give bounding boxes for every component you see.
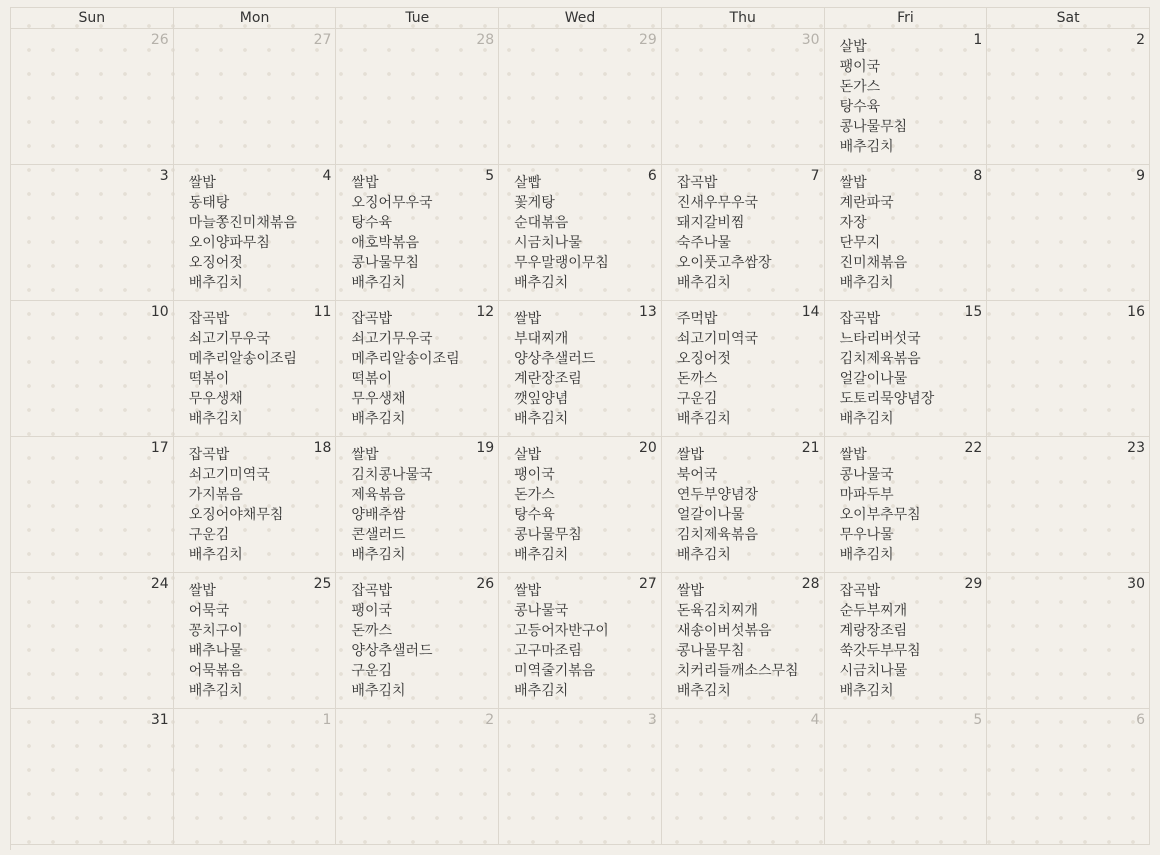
menu-item: 김치제육볶음	[839, 351, 921, 367]
day-number: 5	[485, 168, 495, 184]
menu-item: 단무지	[839, 235, 881, 251]
calendar-day[interactable]	[336, 301, 499, 437]
day-number: 3	[647, 712, 657, 728]
menu-item: 돈까스	[351, 623, 392, 639]
menu-item: 배추김치	[839, 547, 894, 563]
day-number: 6	[1136, 712, 1145, 728]
day-number: 16	[1127, 304, 1145, 320]
weekday-mon: Mon	[174, 8, 337, 29]
day-number: 6	[647, 168, 657, 184]
menu-item: 쌀밥	[839, 447, 867, 463]
menu-item: 잡곡밥	[351, 583, 392, 599]
menu-item: 배추김치	[351, 683, 406, 699]
calendar-day[interactable]	[174, 301, 337, 437]
menu-item: 팽이국	[839, 59, 881, 75]
menu-item: 배추김치	[839, 139, 894, 155]
weekday-wed: Wed	[499, 8, 662, 29]
day-number: 29	[639, 32, 657, 48]
menu-item: 쇠고기미역국	[676, 331, 758, 347]
day-number: 27	[639, 576, 657, 592]
menu-item: 제육볶음	[351, 487, 406, 503]
menu-list	[677, 581, 799, 701]
calendar-day[interactable]	[11, 437, 174, 573]
menu-item: 양배추쌈	[351, 507, 406, 523]
day-number: 30	[1127, 576, 1145, 592]
menu-list	[189, 173, 297, 293]
day-number: 29	[964, 576, 983, 592]
menu-item: 배추김치	[514, 683, 569, 699]
menu-item: 오징어무우국	[351, 195, 433, 211]
day-number: 21	[801, 440, 820, 456]
menu-item: 쌀밥	[351, 175, 379, 191]
menu-item: 배추김치	[676, 683, 731, 699]
menu-list	[677, 173, 772, 293]
menu-item: 동태탕	[188, 195, 230, 211]
menu-item: 김치제육볶음	[676, 527, 758, 543]
menu-list	[189, 309, 297, 429]
menu-item: 느타리버섯국	[839, 331, 921, 347]
menu-item: 배추김치	[839, 683, 894, 699]
day-number: 2	[1136, 32, 1145, 48]
calendar-day-other-month[interactable]	[174, 709, 337, 845]
menu-item: 쌀밥	[351, 447, 379, 463]
calendar-day-other-month[interactable]	[987, 709, 1150, 845]
menu-item: 떡볶이	[351, 371, 392, 387]
menu-list	[514, 173, 609, 293]
menu-item: 쑥갓두부무침	[839, 643, 921, 659]
calendar-day[interactable]	[825, 301, 988, 437]
menu-item: 오징어젓	[188, 255, 243, 271]
menu-item: 배추김치	[839, 411, 894, 427]
day-number: 20	[639, 440, 657, 456]
menu-item: 꽁치구이	[188, 623, 243, 639]
menu-item: 잡곡밥	[188, 311, 230, 327]
menu-item: 계란장조림	[514, 371, 582, 387]
calendar-day-other-month[interactable]	[662, 29, 825, 165]
menu-item: 배추김치	[188, 411, 243, 427]
menu-item: 잡곡밥	[676, 175, 718, 191]
menu-item: 양상추샐러드	[514, 351, 596, 367]
menu-item: 자장	[839, 215, 867, 231]
menu-item: 돈가스	[514, 487, 555, 503]
menu-item: 탕수육	[351, 215, 392, 231]
menu-item: 부대찌개	[514, 331, 569, 347]
calendar-day[interactable]	[336, 165, 499, 301]
weekday-tue: Tue	[336, 8, 499, 29]
weekday-header	[11, 8, 1150, 29]
menu-item: 진미채볶음	[839, 255, 908, 271]
menu-item: 깻잎양념	[514, 391, 569, 407]
day-number: 15	[964, 304, 983, 320]
menu-item: 콩나물국	[839, 467, 894, 483]
menu-item: 떡볶이	[188, 371, 230, 387]
menu-list	[840, 37, 908, 157]
menu-item: 순두부찌개	[839, 603, 908, 619]
menu-list	[514, 445, 582, 565]
menu-item: 김치콩나물국	[351, 467, 433, 483]
menu-item: 배추김치	[351, 411, 406, 427]
menu-item: 콩나물무침	[351, 255, 420, 271]
day-number: 19	[476, 440, 495, 456]
menu-item: 고등어자반구이	[514, 623, 609, 639]
calendar-day[interactable]	[174, 573, 337, 709]
menu-item: 애호박볶음	[351, 235, 420, 251]
day-number: 25	[313, 576, 332, 592]
calendar-week	[11, 573, 1150, 709]
menu-list	[351, 445, 432, 565]
menu-item: 콩나물무침	[676, 643, 745, 659]
menu-item: 배추김치	[188, 683, 243, 699]
menu-item: 도토리묵양념장	[839, 391, 935, 407]
calendar-week	[11, 29, 1150, 165]
menu-item: 살밥	[514, 447, 542, 463]
menu-item: 시금치나물	[514, 235, 582, 251]
calendar-day[interactable]	[499, 437, 662, 573]
menu-item: 돼지갈비찜	[676, 215, 745, 231]
menu-item: 메추리알송이조림	[351, 351, 460, 367]
day-number: 9	[1136, 168, 1145, 184]
menu-list	[351, 581, 432, 701]
menu-item: 계란파국	[839, 195, 894, 211]
menu-list	[351, 309, 459, 429]
menu-item: 쇠고기무우국	[188, 331, 270, 347]
menu-list	[840, 581, 921, 701]
menu-item: 살밥	[839, 39, 867, 55]
menu-item: 오이부추무침	[839, 507, 921, 523]
menu-item: 쌀밥	[188, 583, 216, 599]
day-number: 13	[639, 304, 657, 320]
calendar-day[interactable]	[825, 573, 988, 709]
calendar-day-other-month[interactable]	[662, 709, 825, 845]
weekday-fri: Fri	[825, 8, 988, 29]
menu-item: 배추나물	[188, 643, 243, 659]
menu-item: 진새우무우국	[676, 195, 758, 211]
calendar-day[interactable]	[662, 573, 825, 709]
menu-item: 치커리들깨소스무침	[676, 663, 799, 679]
menu-item: 배추김치	[676, 411, 731, 427]
menu-item: 살빱	[514, 175, 542, 191]
menu-item: 숙주나물	[676, 235, 731, 251]
calendar-day[interactable]	[987, 165, 1150, 301]
day-number: 7	[810, 168, 820, 184]
menu-list	[677, 445, 758, 565]
calendar-day-other-month[interactable]	[174, 29, 337, 165]
menu-item: 마늘쫑진미채볶음	[188, 215, 297, 231]
menu-item: 콘샐러드	[351, 527, 406, 543]
calendar-day[interactable]	[499, 301, 662, 437]
menu-item: 오이양파무침	[188, 235, 270, 251]
calendar-week	[11, 437, 1150, 573]
menu-item: 주먹밥	[676, 311, 718, 327]
day-number: 30	[801, 32, 820, 48]
menu-list	[189, 445, 284, 565]
calendar-day[interactable]	[662, 301, 825, 437]
menu-item: 잡곡밥	[839, 311, 881, 327]
weekday-sun: Sun	[11, 8, 174, 29]
day-number: 22	[964, 440, 983, 456]
menu-item: 돈가스	[839, 79, 881, 95]
menu-item: 오이풋고추쌈장	[676, 255, 772, 271]
menu-item: 마파두부	[839, 487, 894, 503]
menu-item: 어묵국	[188, 603, 230, 619]
menu-item: 얼갈이나물	[839, 371, 908, 387]
menu-list	[514, 309, 595, 429]
menu-item: 쌀밥	[188, 175, 216, 191]
day-number: 26	[476, 576, 495, 592]
menu-item: 메추리알송이조림	[188, 351, 297, 367]
day-number: 4	[322, 168, 332, 184]
menu-item: 순대볶음	[514, 215, 569, 231]
menu-item: 새송이버섯볶음	[676, 623, 772, 639]
menu-list	[677, 309, 758, 429]
calendar-week	[11, 165, 1150, 301]
menu-item: 배추김치	[839, 275, 894, 291]
day-number: 14	[801, 304, 820, 320]
calendar-day-other-month[interactable]	[336, 709, 499, 845]
menu-item: 구운김	[351, 663, 392, 679]
menu-item: 콩나물무침	[514, 527, 582, 543]
day-number: 1	[973, 32, 983, 48]
menu-item: 구운김	[188, 527, 230, 543]
menu-item: 미역줄기볶음	[514, 663, 596, 679]
menu-item: 얼갈이나물	[676, 507, 745, 523]
menu-item: 무우생채	[188, 391, 243, 407]
menu-item: 배추김치	[514, 547, 569, 563]
day-number: 26	[150, 32, 169, 48]
meal-calendar	[10, 7, 1150, 850]
day-number: 17	[150, 440, 169, 456]
menu-item: 꽃게탕	[514, 195, 555, 211]
weekday-thu: Thu	[662, 8, 825, 29]
calendar-day-other-month[interactable]	[825, 709, 988, 845]
menu-list	[514, 581, 609, 701]
weekday-sat: Sat	[987, 8, 1150, 29]
day-number: 27	[313, 32, 332, 48]
day-number: 4	[810, 712, 820, 728]
calendar-day[interactable]	[662, 437, 825, 573]
day-number: 8	[973, 168, 983, 184]
day-number: 11	[313, 304, 332, 320]
calendar-day[interactable]	[987, 437, 1150, 573]
menu-list	[351, 173, 432, 293]
menu-item: 콩나물국	[514, 603, 569, 619]
menu-item: 탕수육	[514, 507, 555, 523]
calendar-day[interactable]	[11, 301, 174, 437]
menu-item: 돈까스	[676, 371, 718, 387]
day-number: 10	[150, 304, 169, 320]
day-number: 5	[973, 712, 983, 728]
calendar-day[interactable]	[825, 29, 988, 165]
day-number: 18	[313, 440, 332, 456]
menu-item: 배추김치	[676, 275, 731, 291]
day-number: 28	[801, 576, 820, 592]
calendar-day-other-month[interactable]	[11, 29, 174, 165]
menu-item: 쇠고기무우국	[351, 331, 433, 347]
menu-item: 쌀밥	[514, 311, 542, 327]
calendar-day-other-month[interactable]	[336, 29, 499, 165]
menu-item: 배추김치	[676, 547, 731, 563]
calendar-day[interactable]	[499, 165, 662, 301]
menu-item: 배추김치	[188, 275, 243, 291]
menu-item: 콩나물무침	[839, 119, 908, 135]
menu-item: 쌀밥	[676, 447, 704, 463]
menu-item: 시금치나물	[839, 663, 908, 679]
menu-item: 가지볶음	[188, 487, 243, 503]
menu-item: 무우말랭이무침	[514, 255, 609, 271]
menu-item: 배추김치	[514, 411, 569, 427]
day-number: 1	[322, 712, 332, 728]
calendar-day-other-month[interactable]	[499, 29, 662, 165]
calendar-day[interactable]	[825, 437, 988, 573]
calendar-day[interactable]	[987, 29, 1150, 165]
menu-item: 배추김치	[514, 275, 569, 291]
calendar-day[interactable]	[499, 573, 662, 709]
menu-item: 무우생채	[351, 391, 406, 407]
menu-item: 연두부양념장	[676, 487, 758, 503]
calendar-day[interactable]	[336, 437, 499, 573]
day-number: 3	[159, 168, 169, 184]
menu-item: 잡곡밥	[351, 311, 392, 327]
menu-list	[189, 581, 243, 701]
calendar-day[interactable]	[825, 165, 988, 301]
menu-item: 쌀밥	[839, 175, 867, 191]
menu-list	[840, 445, 921, 565]
menu-list	[840, 173, 908, 293]
menu-item: 잡곡밥	[188, 447, 230, 463]
day-number: 23	[1127, 440, 1145, 456]
menu-item: 팽이국	[514, 467, 555, 483]
menu-item: 팽이국	[351, 603, 392, 619]
menu-item: 어묵볶음	[188, 663, 243, 679]
calendar-week	[11, 709, 1150, 845]
menu-item: 쌀밥	[514, 583, 542, 599]
day-number: 24	[150, 576, 169, 592]
calendar-day[interactable]	[336, 573, 499, 709]
calendar-day-other-month[interactable]	[499, 709, 662, 845]
calendar-week	[11, 301, 1150, 437]
menu-item: 탕수육	[839, 99, 881, 115]
day-number: 2	[485, 712, 495, 728]
menu-list	[840, 309, 935, 429]
calendar-day[interactable]	[987, 301, 1150, 437]
calendar-day[interactable]	[11, 573, 174, 709]
menu-item: 고구마조림	[514, 643, 582, 659]
day-number: 12	[476, 304, 495, 320]
menu-item: 잡곡밥	[839, 583, 881, 599]
menu-item: 오징어젓	[676, 351, 731, 367]
calendar-day[interactable]	[11, 165, 174, 301]
menu-item: 쌀밥	[676, 583, 704, 599]
day-number: 28	[476, 32, 495, 48]
menu-item: 구운김	[676, 391, 718, 407]
menu-item: 북어국	[676, 467, 718, 483]
menu-item: 계랑장조림	[839, 623, 908, 639]
calendar-day[interactable]	[662, 165, 825, 301]
menu-item: 돈육김치찌개	[676, 603, 758, 619]
menu-item: 무우나물	[839, 527, 894, 543]
calendar-day[interactable]	[987, 573, 1150, 709]
menu-item: 쇠고기미역국	[188, 467, 270, 483]
calendar-day[interactable]	[174, 165, 337, 301]
menu-item: 오징어야채무침	[188, 507, 284, 523]
menu-item: 배추김치	[351, 275, 406, 291]
menu-item: 배추김치	[188, 547, 243, 563]
menu-item: 양상추샐러드	[351, 643, 433, 659]
calendar-day[interactable]	[174, 437, 337, 573]
day-number: 31	[150, 712, 169, 728]
calendar-grid	[11, 29, 1150, 845]
menu-item: 배추김치	[351, 547, 406, 563]
calendar-day[interactable]	[11, 709, 174, 845]
